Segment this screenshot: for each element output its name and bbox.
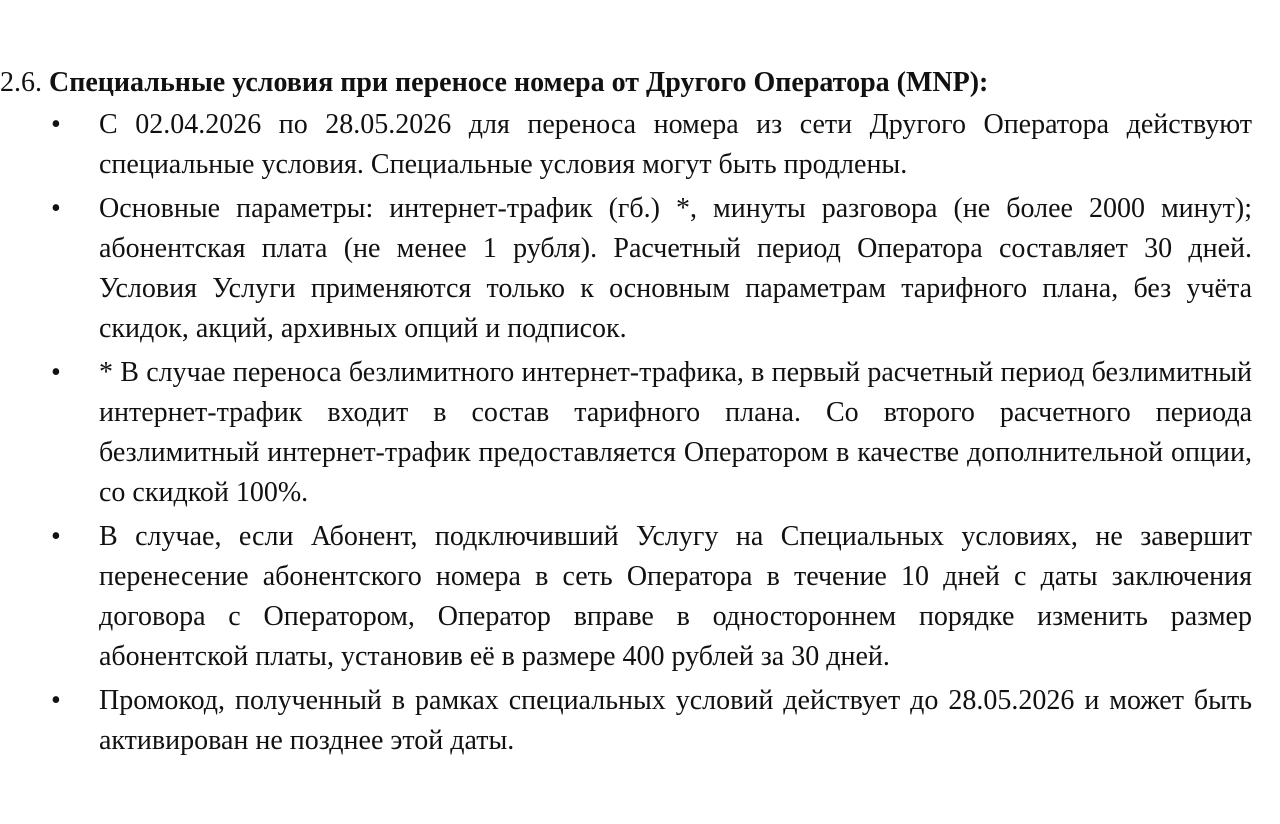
bullet-icon: •: [51, 521, 61, 552]
list-item: [0, 517, 1280, 677]
list-item-text: В случае, если Абонент, подключивший Услугу на Специальных условиях, не завершит перенесение абонентского номера в сеть Оператора в течение 10 дней с даты заключения договора с Оператором, Оператор вправе в одностороннем порядке изменить размер абонентской платы, установив её в размере 400 рублей за 30 дней.: [99, 521, 1252, 672]
list-item-text: Промокод, полученный в рамках специальных условий действует до 28.05.2026 и может быть активирован не позднее этой даты.: [99, 685, 1252, 756]
section-title: Специальные условия при переносе номера от Другого Оператора (MNP):: [49, 67, 989, 98]
conditions-list: [0, 105, 1280, 765]
list-item: [0, 105, 1280, 185]
section-number: 2.6.: [0, 67, 42, 98]
section-heading: [0, 64, 988, 102]
list-item-text: С 02.04.2026 по 28.05.2026 для переноса номера из сети Другого Оператора действуют специальные условия. Специальные условия могут быть продлены.: [99, 109, 1252, 180]
bullet-icon: •: [51, 193, 61, 224]
list-item: [0, 353, 1280, 513]
list-item-text: Основные параметры: интернет-трафик (гб.) *, минуты разговора (не более 2000 минут); абонентская плата (не менее 1 рубля). Расчетный период Оператора составляет 30 дней. Условия Услуги применяются только к основным параметрам тарифного плана, без учёта скидок, акций, архивных опций и подписок.: [99, 193, 1252, 344]
list-item-text: * В случае переноса безлимитного интернет-трафика, в первый расчетный период безлимитный интернет-трафик входит в состав тарифного плана. Со второго расчетного периода безлимитный интернет-трафик предоставляется Оператором в качестве дополнительной опции, со скидкой 100%.: [99, 357, 1252, 508]
bullet-icon: •: [51, 109, 61, 140]
list-item: [0, 681, 1280, 761]
bullet-icon: •: [51, 357, 61, 388]
list-item: [0, 189, 1280, 349]
bullet-icon: •: [51, 685, 61, 716]
